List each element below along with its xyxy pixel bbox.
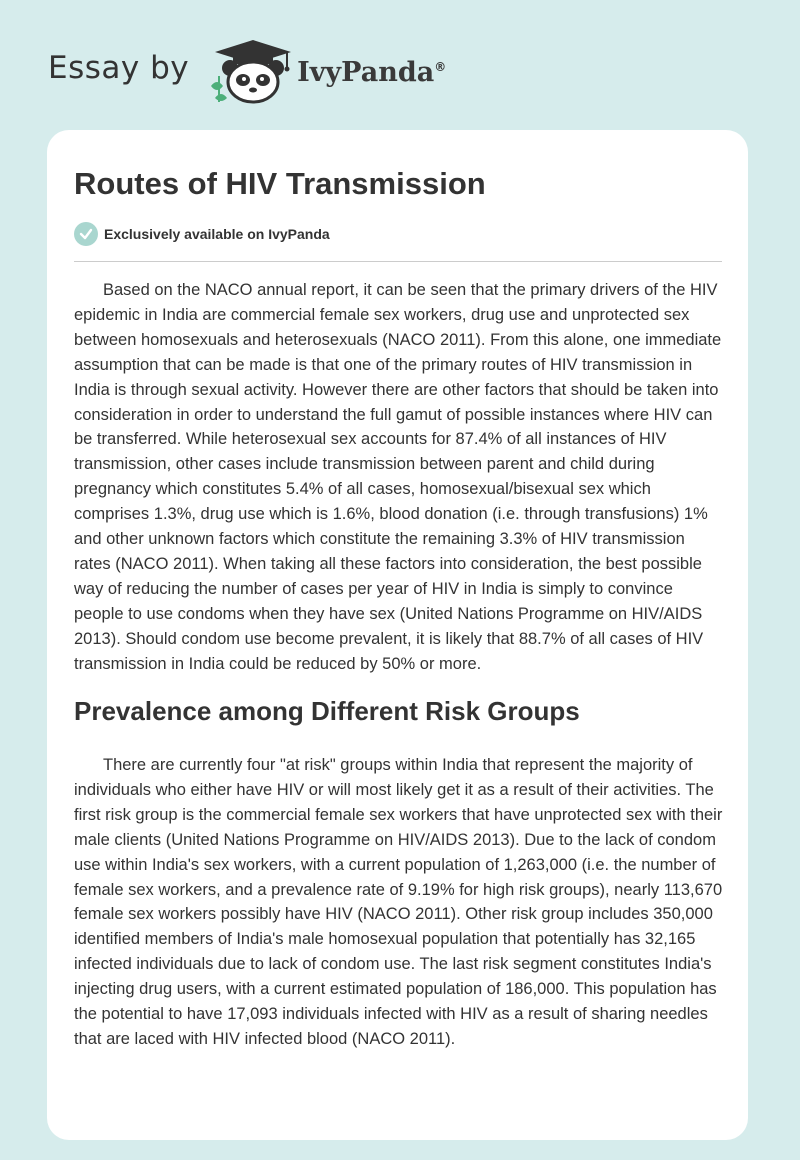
exclusive-badge-text: Exclusively available on IvyPanda <box>104 226 330 242</box>
divider <box>74 261 722 262</box>
brand-name <box>297 57 446 88</box>
panda-graduate-icon <box>203 38 293 104</box>
brand-name-text: IvyPanda <box>297 56 435 88</box>
page-title: Routes of HIV Transmission <box>74 166 486 201</box>
check-icon <box>74 222 98 246</box>
section-heading-risk-groups: Prevalence among Different Risk Groups <box>74 696 580 726</box>
essay-card <box>47 130 748 1140</box>
essay-by-label: Essay by <box>48 50 190 86</box>
paragraph-transmission: Based on the NACO annual report, it can be seen that the primary drivers of the HIV epidemic in India are commercial female sex workers, drug use and unprotected sex between homosexuals and heterosexuals (NACO 2011). From this alone, one immediate assumption that can be made is that one of the primary routes of HIV transmission in India is through sexual activity. However there are other factors that should be taken into consideration in order to understand the full gamut of possible instances where HIV can be transferred. While heterosexual sex accounts for 87.4% of all instances of HIV transmission, other cases include transmission between parent and child during pregnancy which constitutes 5.4% of all cases, homosexual/bisexual sex which comprises 1.3%, drug use which is 1.6%, blood donation (i.e. through transfusions) 1% and other unknown factors which constitute the remaining 3.3% of HIV transmission rates (NACO 2011). When taking all these factors into consideration, the best possible way of reducing the number of cases per year of HIV in India is simply to convince people to use condoms when they have sex (United Nations Programme on HIV/AIDS 2013). Should condom use become prevalent, it is likely that 88.7% of all cases of HIV transmission in India could be reduced by 50% or more. <box>74 281 722 673</box>
paragraph-risk-groups: There are currently four "at risk" groups within India that represent the majority of individuals who either have HIV or will most likely get it as a result of their activities. The first risk group is the commercial female sex workers that have unprotected sex with their male clients (United Nations Programme on HIV/AIDS 2013). Due to the lack of condom use within India's sex workers, with a current population of 1,263,000 (i.e. the number of female sex workers, and a prevalence rate of 9.19% for high risk groups), nearly 113,670 female sex workers possibly have HIV (NACO 2011). Other risk group includes 350,000 identified members of India's male homosexual population that potentially has 32,165 infected individuals due to lack of condom use. The last risk segment constitutes India's injecting drug users, with a current estimated population of 186,000. This population has the potential to have 17,093 individuals infected with HIV as a result of sharing needles that are laced with HIV infected blood (NACO 2011). <box>74 756 723 1048</box>
exclusive-badge <box>74 222 330 246</box>
ivypanda-logo[interactable] <box>203 38 446 104</box>
site-header <box>48 36 446 106</box>
registered-mark: ® <box>434 59 447 74</box>
